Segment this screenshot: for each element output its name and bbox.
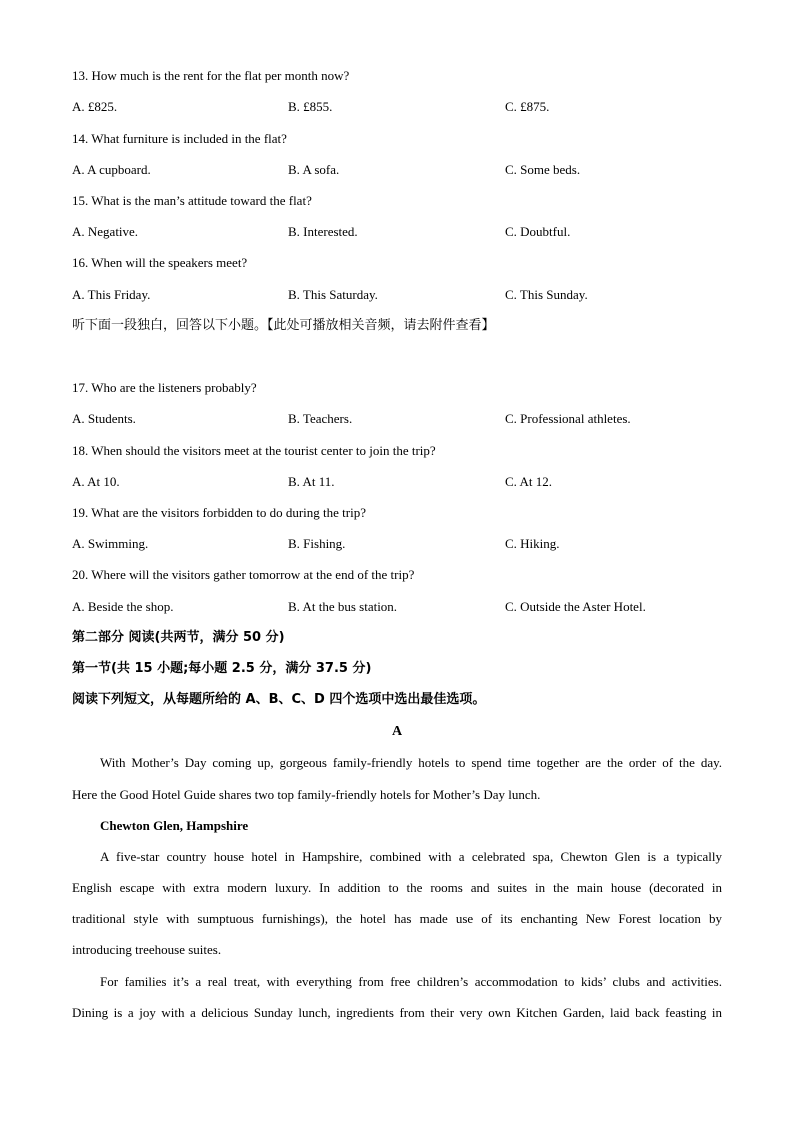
- option-18-c: C. At 12.: [505, 474, 552, 489]
- options-16: [72, 287, 732, 303]
- passage-line: English escape with extra modern luxury. In addition to the rooms and suites in the main house (decorated in: [72, 880, 722, 895]
- option-16-a: A. This Friday.: [72, 287, 151, 302]
- passage-line: traditional style with sumptuous furnishings), the hotel has made use of its enchanting New Forest location by: [72, 911, 722, 926]
- option-20-c: C. Outside the Aster Hotel.: [505, 599, 646, 614]
- passage-line: introducing treehouse suites.: [72, 942, 222, 957]
- section2-title: 第二部分 阅读(共两节，满分 50 分): [72, 630, 285, 645]
- question-13: 13. How much is the rent for the flat per month now?: [72, 68, 350, 83]
- question-14: 14. What furniture is included in the flat?: [72, 131, 287, 146]
- options-20: [72, 599, 732, 615]
- option-16-c: C. This Sunday.: [505, 287, 588, 302]
- option-15-b: B. Interested.: [288, 224, 358, 239]
- options-15: [72, 224, 732, 240]
- options-17: [72, 411, 732, 427]
- option-14-c: C. Some beds.: [505, 162, 581, 177]
- passage-line: A five-star country house hotel in Hampshire, combined with a celebrated spa, Chewton Glen is a typically: [100, 849, 722, 864]
- option-17-c: C. Professional athletes.: [505, 411, 631, 426]
- option-15-c: C. Doubtful.: [505, 224, 571, 239]
- passage-line: Dining is a joy with a delicious Sunday lunch, ingredients from their very own Kitchen Garden, laid back feasting in: [72, 1005, 722, 1020]
- option-19-c: C. Hiking.: [505, 536, 560, 551]
- passage-line: With Mother’s Day coming up, gorgeous family-friendly hotels to spend time together are the order of the day.: [100, 755, 722, 770]
- options-18: [72, 474, 732, 490]
- option-17-a: A. Students.: [72, 411, 136, 426]
- option-13-c: C. £875.: [505, 99, 550, 114]
- question-18: 18. When should the visitors meet at the tourist center to join the trip?: [72, 443, 436, 458]
- question-16: 16. When will the speakers meet?: [72, 255, 248, 270]
- monologue-instruction: 听下面一段独白，回答以下小题。【此处可播放相关音频，请去附件查看】: [72, 318, 495, 333]
- option-14-b: B. A sofa.: [288, 162, 340, 177]
- options-19: [72, 536, 732, 552]
- options-13: [72, 99, 732, 115]
- option-20-a: A. Beside the shop.: [72, 599, 174, 614]
- option-17-b: B. Teachers.: [288, 411, 353, 426]
- option-18-b: B. At 11.: [288, 474, 335, 489]
- option-13-b: B. £855.: [288, 99, 333, 114]
- section2-part1-title: 第一节(共 15 小题;每小题 2.5 分，满分 37.5 分): [72, 661, 372, 676]
- options-14: [72, 162, 732, 178]
- option-19-a: A. Swimming.: [72, 536, 149, 551]
- section2-instruction: 阅读下列短文，从每题所给的 A、B、C、D 四个选项中选出最佳选项。: [72, 692, 486, 707]
- option-13-a: A. £825.: [72, 99, 118, 114]
- passage-letter: A: [391, 724, 403, 739]
- passage-subheading: Chewton Glen, Hampshire: [100, 818, 249, 833]
- option-20-b: B. At the bus station.: [288, 599, 398, 614]
- question-15: 15. What is the man’s attitude toward the flat?: [72, 193, 312, 208]
- question-19: 19. What are the visitors forbidden to do during the trip?: [72, 505, 366, 520]
- option-15-a: A. Negative.: [72, 224, 139, 239]
- option-16-b: B. This Saturday.: [288, 287, 378, 302]
- option-14-a: A. A cupboard.: [72, 162, 151, 177]
- passage-line: For families it’s a real treat, with everything from free children’s accommodation to kids’ clubs and activities.: [100, 974, 722, 989]
- question-20: 20. Where will the visitors gather tomorrow at the end of the trip?: [72, 567, 415, 582]
- option-19-b: B. Fishing.: [288, 536, 346, 551]
- question-17: 17. Who are the listeners probably?: [72, 380, 257, 395]
- option-18-a: A. At 10.: [72, 474, 120, 489]
- passage-line: Here the Good Hotel Guide shares two top family-friendly hotels for Mother’s Day lunch.: [72, 787, 541, 802]
